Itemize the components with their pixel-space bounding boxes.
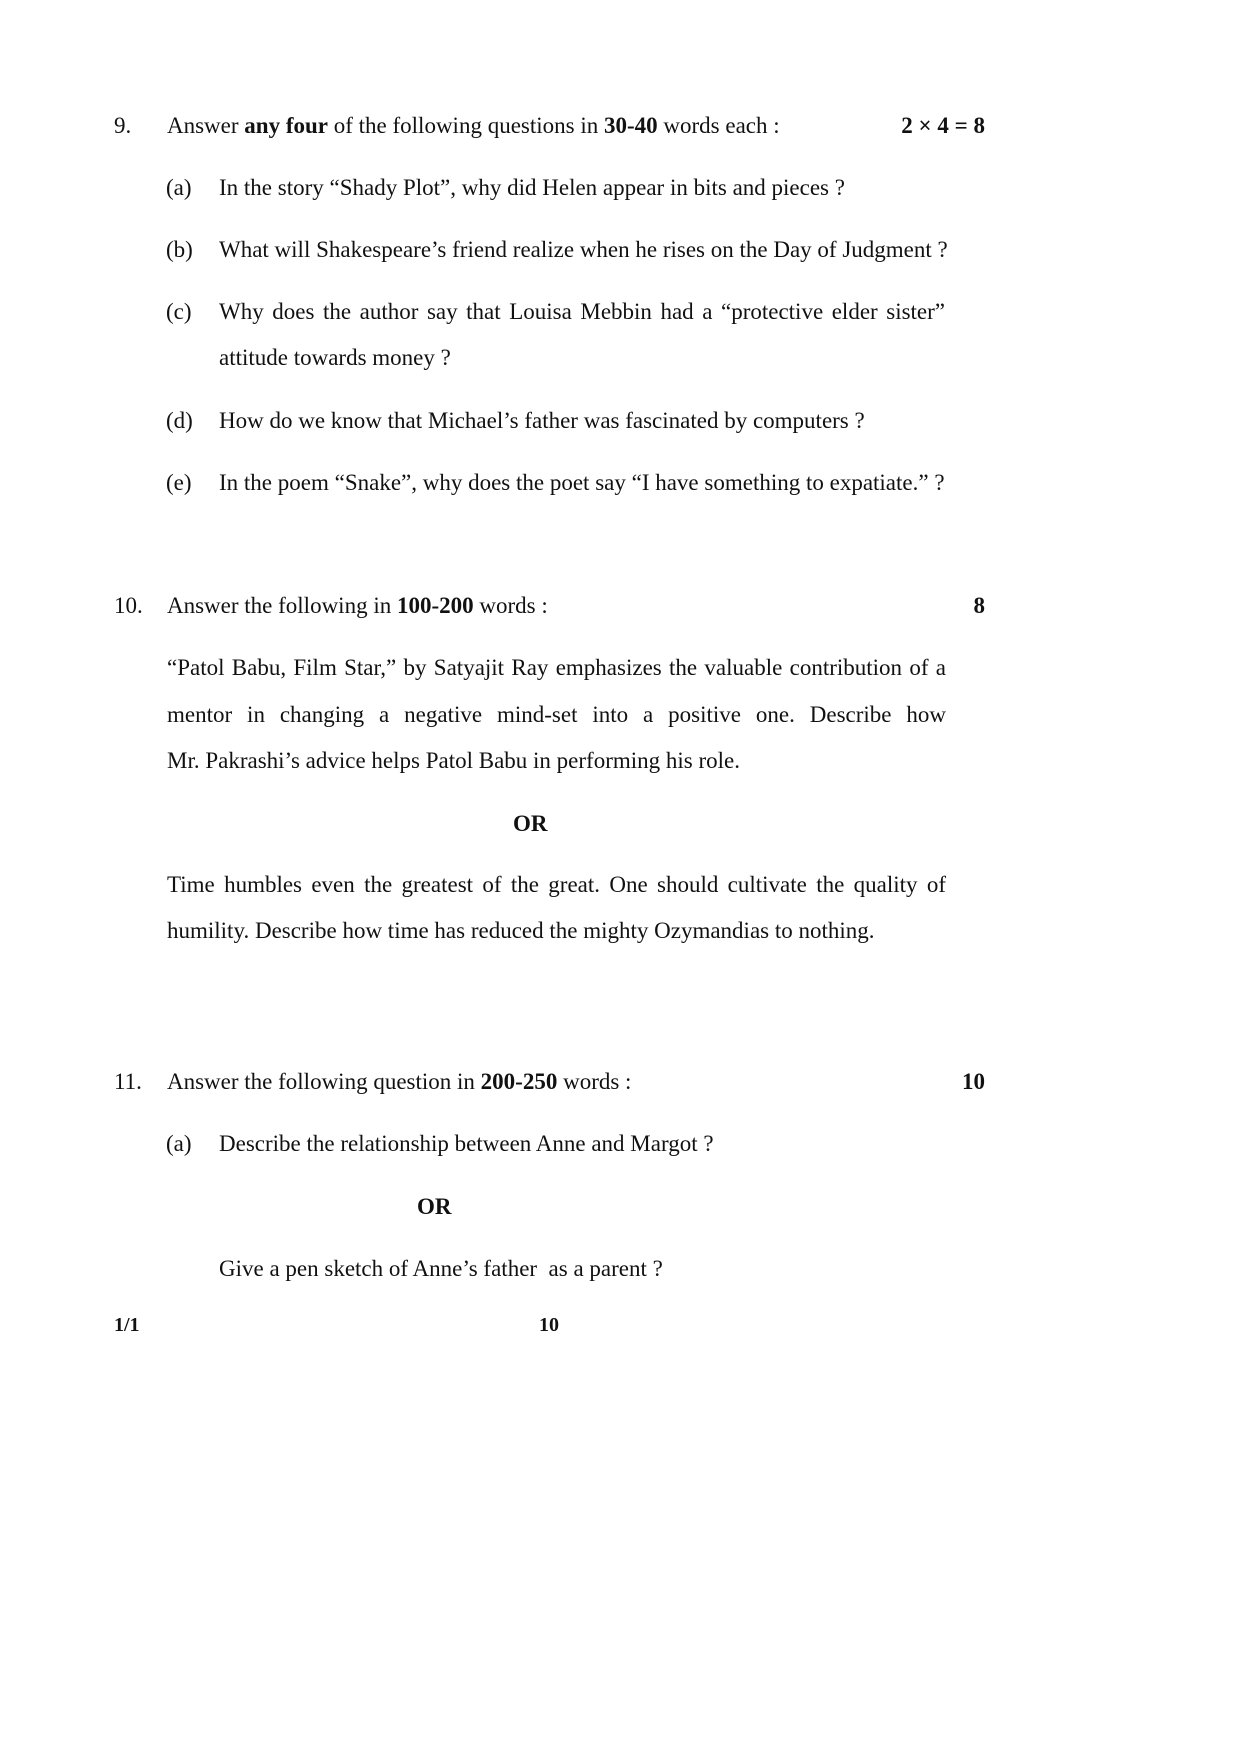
q10-para1-line1: “Patol Babu, Film Star,” by Satyajit Ray emphasizes the valuable contribution of a <box>167 655 946 680</box>
q10-text-post: words : <box>473 593 548 618</box>
q9-item-c-label: (c) <box>166 299 192 324</box>
q9-text-bold1: any four <box>244 113 328 138</box>
q11-text-pre: Answer the following question in <box>167 1069 481 1094</box>
q9-item-c-line1: Why does the author say that Louisa Mebbin had a “protective elder sister” <box>219 299 945 324</box>
q11-alt-text: Give a pen sketch of Anne’s father as a parent ? <box>219 1256 663 1281</box>
q10-or: OR <box>513 811 548 836</box>
q9-marks: 2 × 4 = 8 <box>901 113 985 138</box>
q11-instruction <box>167 1070 631 1093</box>
q9-number: 9. <box>114 113 132 138</box>
q9-item-b-text: What will Shakespeare’s friend realize when he rises on the Day of Judgment ? <box>219 237 948 262</box>
q10-para1-line2: mentor in changing a negative mind-set into a positive one. Describe how <box>167 702 946 727</box>
q9-item-e-text: In the poem “Snake”, why does the poet say “I have something to expatiate.” ? <box>219 470 945 495</box>
q10-instruction <box>167 594 548 617</box>
q11-text-bold: 200-250 <box>480 1069 558 1094</box>
q9-text-pre: Answer <box>167 113 245 138</box>
q9-instruction <box>167 114 780 137</box>
q10-text-bold: 100-200 <box>396 593 474 618</box>
q10-para2-line2: humility. Describe how time has reduced the mighty Ozymandias to nothing. <box>167 918 875 943</box>
q11-text-post: words : <box>557 1069 632 1094</box>
q11-or: OR <box>417 1194 452 1219</box>
q10-para2-line1: Time humbles even the greatest of the great. One should cultivate the quality of <box>167 872 946 897</box>
q9-item-a-text: In the story “Shady Plot”, why did Helen appear in bits and pieces ? <box>219 175 845 200</box>
q11-item-a-label: (a) <box>166 1131 192 1156</box>
q11-item-a-text: Describe the relationship between Anne and Margot ? <box>219 1131 714 1156</box>
footer-code: 1/1 <box>114 1314 140 1336</box>
q10-number: 10. <box>114 593 143 618</box>
q10-text-pre: Answer the following in <box>167 593 397 618</box>
q9-text-post: words each : <box>657 113 780 138</box>
q9-item-d-text: How do we know that Michael’s father was fascinated by computers ? <box>219 408 865 433</box>
q9-item-a-label: (a) <box>166 175 192 200</box>
q10-para1-line3: Mr. Pakrashi’s advice helps Patol Babu in performing his role. <box>167 748 740 773</box>
q11-marks: 10 <box>962 1069 985 1094</box>
q9-item-d-label: (d) <box>166 408 193 433</box>
q9-text-mid: of the following questions in <box>328 113 604 138</box>
q10-marks: 8 <box>973 593 985 618</box>
q9-item-b-label: (b) <box>166 237 193 262</box>
q11-number: 11. <box>114 1069 142 1094</box>
page-number: 10 <box>539 1314 559 1336</box>
q9-item-e-label: (e) <box>166 470 192 495</box>
q9-item-c-line2: attitude towards money ? <box>219 345 451 370</box>
q9-text-bold2: 30-40 <box>603 113 658 138</box>
